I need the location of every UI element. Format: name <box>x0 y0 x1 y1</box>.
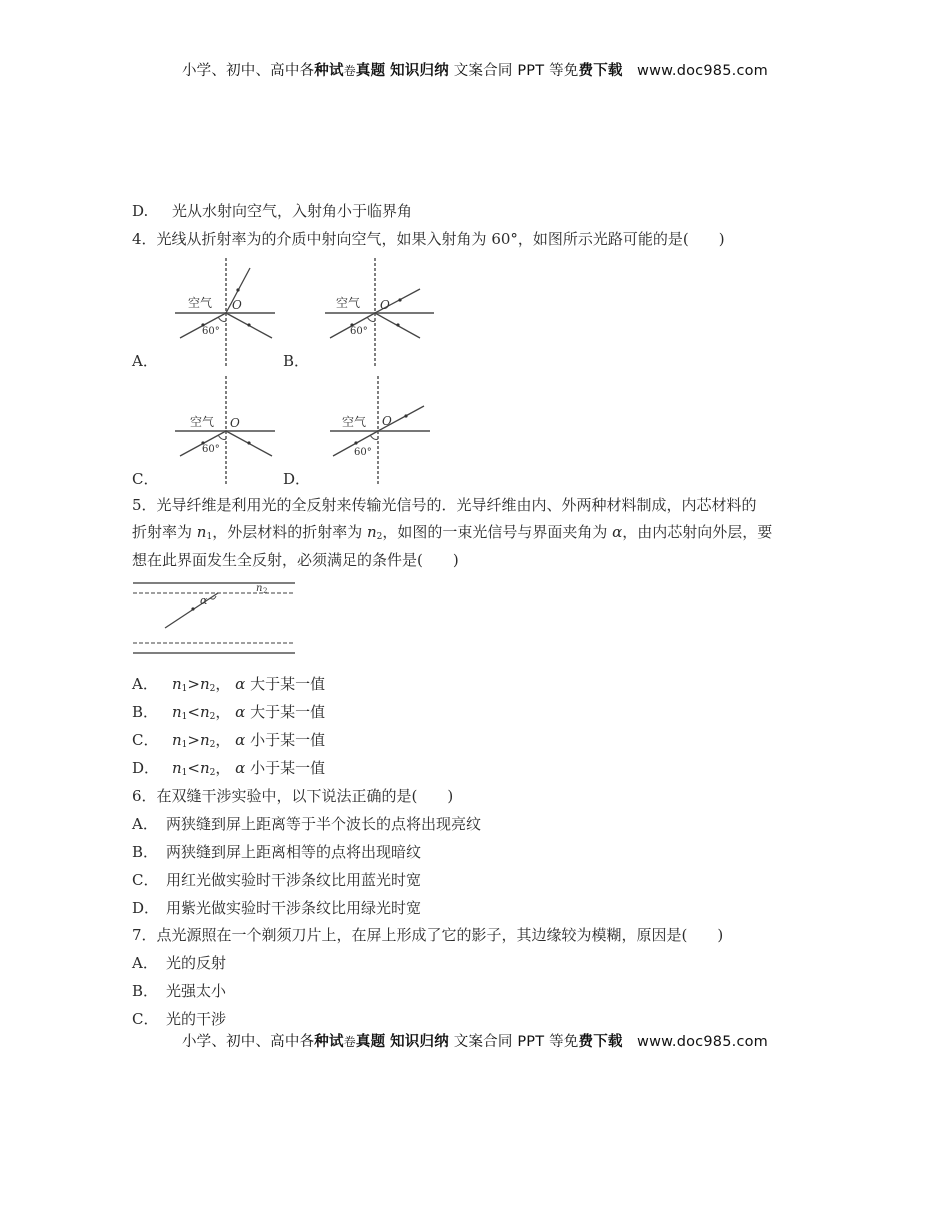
option-label: B． <box>132 843 159 861</box>
n1-symbol: n <box>196 523 207 541</box>
svg-text:α: α <box>200 594 208 607</box>
banner-text: 费下载 <box>578 1034 623 1050</box>
relation: > <box>187 675 200 693</box>
text: ，由内芯射向外层，要 <box>622 523 773 541</box>
q7-option-b <box>132 981 226 1001</box>
relation: > <box>187 731 200 749</box>
option-label: A． <box>132 675 158 693</box>
q5-fiber-figure <box>130 578 298 660</box>
subscript: 2 <box>209 740 216 750</box>
banner-text: 种试 <box>314 63 344 79</box>
svg-text:空气: 空气 <box>342 415 367 429</box>
prev-option-d <box>132 201 412 221</box>
q6-option-d <box>132 898 421 918</box>
option-text: 光的反射 <box>166 954 227 972</box>
banner-text: 文案合同 PPT 等免 <box>448 1034 579 1050</box>
q4-option-b-label: B． <box>283 352 310 370</box>
q7-option-c <box>132 1009 226 1029</box>
banner-text: 真题 <box>355 1034 386 1050</box>
footer-banner <box>0 1030 950 1051</box>
subscript: 2 <box>376 532 383 542</box>
option-text: 大于某一值 <box>250 703 326 721</box>
n2-symbol: n <box>199 759 210 777</box>
option-text: 小于某一值 <box>250 731 326 749</box>
banner-text: 种试 <box>314 1034 344 1050</box>
svg-text:空气: 空气 <box>190 415 215 429</box>
q7-option-a <box>132 953 226 973</box>
text: ，如图的一束光信号与界面夹角为 <box>382 523 613 541</box>
subscript: 1 <box>181 712 188 722</box>
option-label: C． <box>132 731 159 749</box>
subscript: 2 <box>209 712 216 722</box>
banner-text: 知识归纳 <box>390 63 449 79</box>
svg-text:空气: 空气 <box>336 296 361 310</box>
alpha-symbol: α <box>235 675 246 693</box>
n1-symbol: n <box>172 703 182 721</box>
option-text: 光从水射向空气，入射角小于临界角 <box>172 202 413 220</box>
option-label: C． <box>132 1010 159 1028</box>
subscript: 1 <box>206 532 213 542</box>
subscript: 1 <box>181 684 188 694</box>
svg-text:60°: 60° <box>202 326 220 337</box>
n2-symbol: n <box>366 523 377 541</box>
banner-url: www.doc985.com <box>622 63 769 79</box>
q5-option-c: C． $n_1>n_2$， α 小于某一值 <box>132 731 326 750</box>
subscript: 1 <box>181 768 188 778</box>
q4-figure-b <box>322 258 437 368</box>
banner-text: 小学、初中、高中各 <box>181 1034 315 1050</box>
banner-text: 费下载 <box>578 63 623 79</box>
n2-symbol: n <box>199 731 210 749</box>
q6-option-c <box>132 870 421 890</box>
alpha-symbol: α <box>235 703 246 721</box>
q4-figure-a <box>170 258 280 368</box>
relation: < <box>187 759 200 777</box>
text: 折射率为 <box>132 523 197 541</box>
option-text: 小于某一值 <box>250 759 326 777</box>
subscript: 2 <box>209 768 216 778</box>
q6-option-b <box>132 842 421 862</box>
svg-text:O: O <box>230 416 240 430</box>
option-label: A． <box>132 954 158 972</box>
svg-text:n: n <box>256 583 263 594</box>
text: ，外层材料的折射率为 <box>212 523 367 541</box>
q4-figure-c <box>170 376 280 484</box>
q5-option-b: B． $n_1<n_2$， α 大于某一值 <box>132 703 326 722</box>
option-label: D． <box>132 759 160 777</box>
n2-symbol: n <box>199 675 210 693</box>
q4-stem: 4．光线从折射率为的介质中射向空气，如果入射角为 60°，如图所示光路可能的是( ) <box>132 230 725 248</box>
q5-stem-line1: 5．光导纤维是利用光的全反射来传输光信号的．光导纤维由内、外两种材料制成，内芯材料的 <box>132 496 757 514</box>
banner-text: 知识归纳 <box>390 1034 449 1050</box>
header-banner <box>0 59 950 80</box>
q5-stem-line2 <box>132 522 772 547</box>
q5-option-a: A． $n_1>n_2$， α 大于某一值 <box>132 675 326 694</box>
banner-text: 文案合同 PPT 等免 <box>448 63 579 79</box>
banner-text: 卷 <box>343 1035 356 1049</box>
air-label: 空气 <box>188 296 213 310</box>
q5-stem-line3: 想在此界面发生全反射，必须满足的条件是( ) <box>132 551 459 569</box>
banner-url: www.doc985.com <box>622 1034 769 1050</box>
alpha-symbol: α <box>235 759 246 777</box>
q4-figure-d <box>328 376 433 484</box>
option-text: 光的干涉 <box>166 1010 227 1028</box>
relation: < <box>187 703 200 721</box>
option-label: B． <box>132 703 159 721</box>
n1-symbol: n <box>172 731 182 749</box>
subscript: 1 <box>181 740 188 750</box>
option-text: 大于某一值 <box>250 675 326 693</box>
n2-symbol: n <box>199 703 210 721</box>
svg-text:O: O <box>232 298 242 312</box>
banner-text: 真题 <box>355 63 386 79</box>
svg-text:60°: 60° <box>354 447 372 458</box>
q4-option-a-label: A． <box>132 352 158 370</box>
option-label: C． <box>132 871 159 889</box>
q4-option-c-label: C． <box>132 470 159 488</box>
q7-stem: 7．点光源照在一个剃须刀片上，在屏上形成了它的影子，其边缘较为模糊，原因是( ) <box>132 926 724 944</box>
option-text: 光强太小 <box>166 982 227 1000</box>
n1-symbol: n <box>172 759 182 777</box>
q4-option-d-label: D． <box>283 470 311 488</box>
n1-symbol: n <box>172 675 182 693</box>
svg-text:60°: 60° <box>350 326 368 337</box>
alpha-symbol: α <box>612 523 623 541</box>
banner-text: 小学、初中、高中各 <box>181 63 315 79</box>
subscript: 2 <box>209 684 216 694</box>
option-text: 两狭缝到屏上距离相等的点将出现暗纹 <box>166 843 422 861</box>
q6-stem: 6．在双缝干涉实验中，以下说法正确的是( ) <box>132 787 454 805</box>
q5-option-d: D． $n_1<n_2$， α 小于某一值 <box>132 759 326 778</box>
option-text: 两狭缝到屏上距离等于半个波长的点将出现亮纹 <box>166 815 482 833</box>
svg-text:2: 2 <box>263 587 268 595</box>
svg-text:O: O <box>380 298 390 312</box>
option-label: B． <box>132 982 159 1000</box>
option-label: D. <box>132 202 149 220</box>
svg-text:O: O <box>382 414 392 428</box>
option-text: 用红光做实验时干涉条纹比用蓝光时宽 <box>166 871 422 889</box>
svg-text:60°: 60° <box>202 444 220 455</box>
banner-text: 卷 <box>343 64 356 78</box>
option-text: 用紫光做实验时干涉条纹比用绿光时宽 <box>166 899 422 917</box>
alpha-symbol: α <box>235 731 246 749</box>
option-label: A． <box>132 815 158 833</box>
option-label: D． <box>132 899 160 917</box>
q6-option-a <box>132 814 481 834</box>
